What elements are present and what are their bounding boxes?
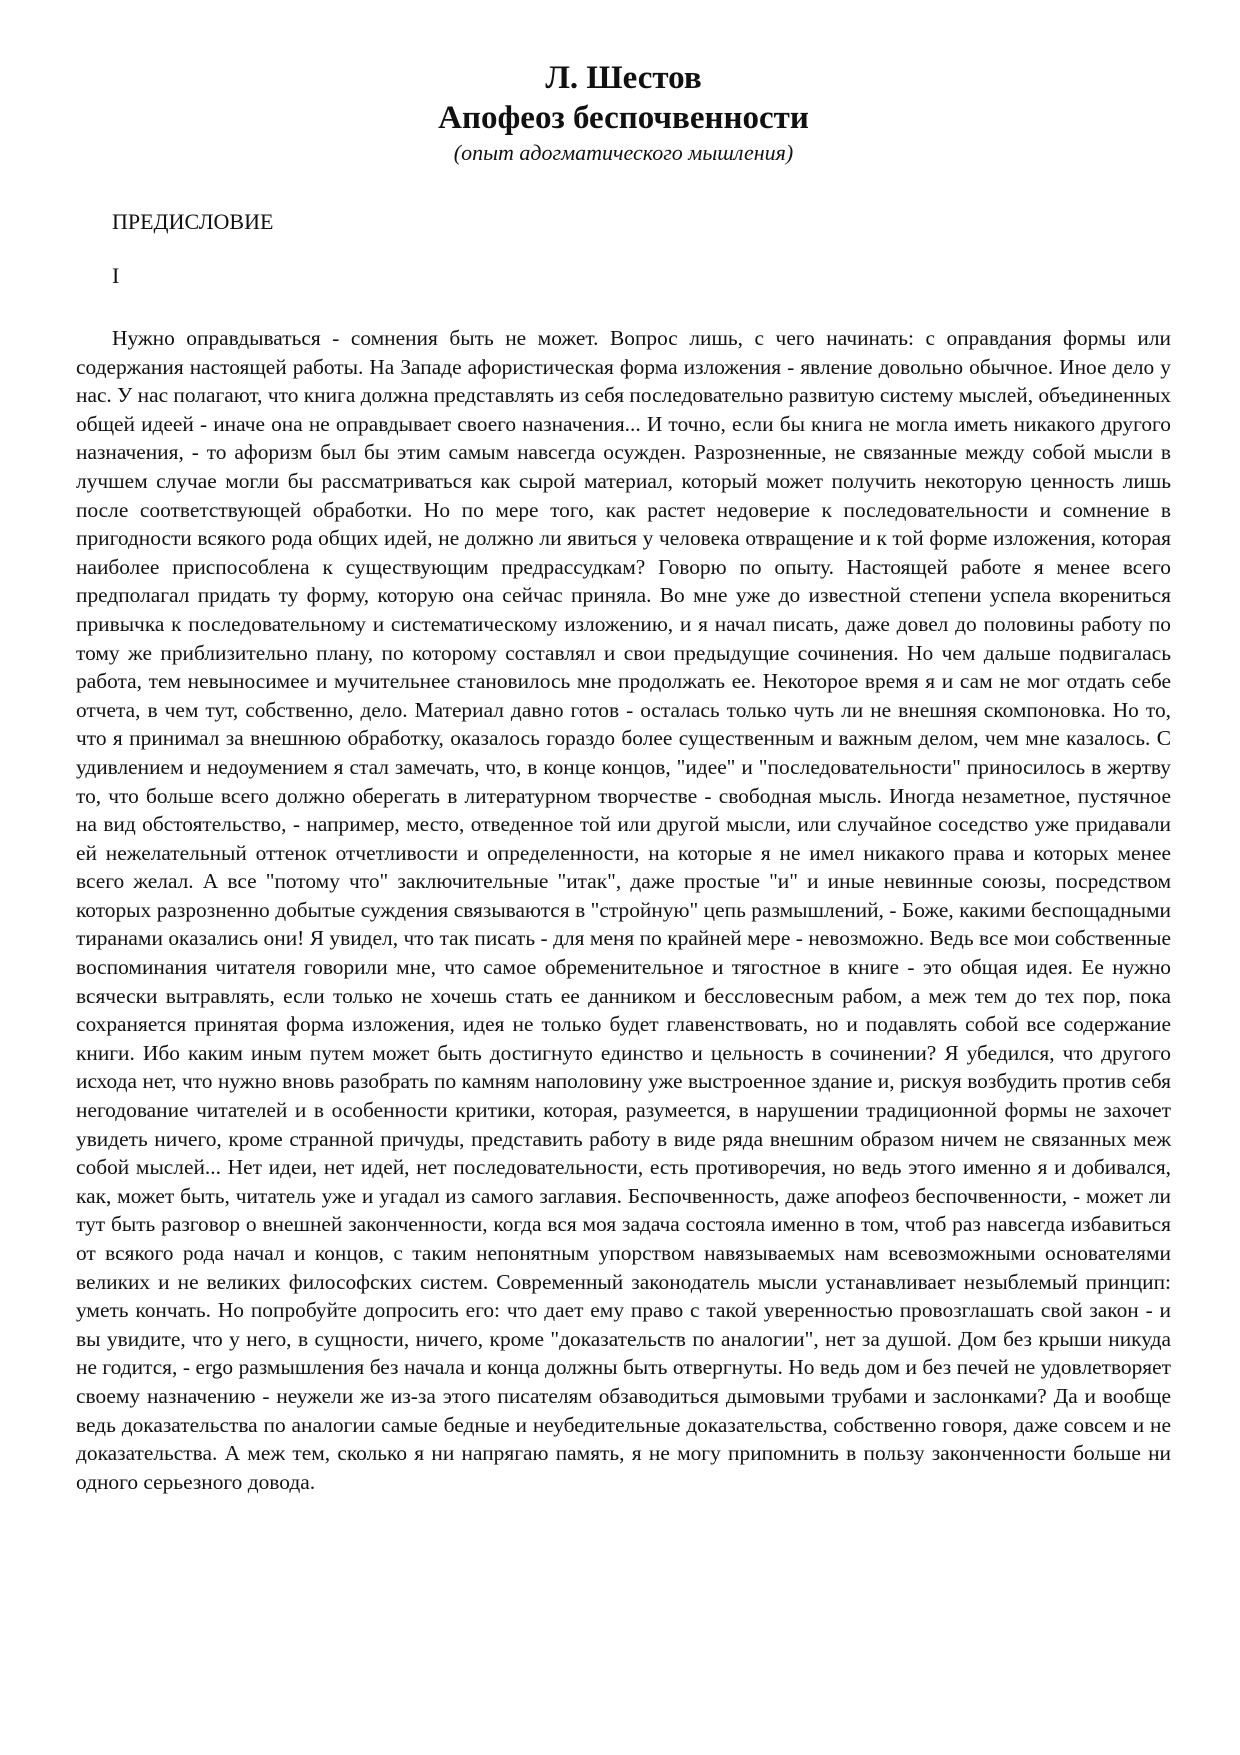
author-name: Л. Шестов (545, 60, 702, 96)
body-paragraph: Нужно оправдываться - сомнения быть не может. Вопрос лишь, с чего начинать: с оправдания формы или содержания настоящей работы. На Западе афористическая форма изложения - явление довольно обычное. Иное дело у нас. У нас полагают, что книга должна представлять из себя последовательно развитую систему мыслей, объединенных общей идеей - иначе она не оправдывает своего назначения... И точно, если бы книга не могла иметь никакого другого назначения, - то афоризм был бы этим самым навсегда осужден. Разрозненные, не связанные между собой мысли в лучшем случае могли бы рассматриваться как сырой материал, который может получить некоторую ценность лишь после соответствующей обработки. Но по мере того, как растет недоверие к последовательности и сомнение в пригодности всякого рода общих идей, не должно ли явиться у человека отвращение и к той форме изложения, которая наиболее приспособлена к существующим предрассудкам? Говорю по опыту. Настоящей работе я менее всего предполагал придать ту форму, которую она сейчас приняла. Во мне уже до известной степени успела вкорениться привычка к последовательному и систематическому изложению, и я начал писать, даже довел до половины работу по тому же приблизительно плану, по которому составлял и свои предыдущие сочинения. Но чем дальше подвигалась работа, тем невыносимее и мучительнее становилось мне продолжать ее. Некоторое время я и сам не мог отдать себе отчета, в чем тут, собственно, дело. Материал давно готов - осталась только чуть ли не внешняя скомпоновка. Но то, что я принимал за внешнюю обработку, оказалось гораздо более существенным и важным делом, чем мне казалось. С удивлением и недоумением я стал замечать, что, в конце концов, "идее" и "последовательности" приносилось в жертву то, что больше всего должно оберегать в литературном творчестве - свободная мысль. Иногда незаметное, пустячное на вид обстоятельство, - например, место, отведенное той или другой мысли, или случайное соседство уже придавали ей нежелательный оттенок отчетливости и определенности, на которые я не имел никакого права и которых менее всего желал. А все "потому что" заключительные "итак", даже простые "и" и иные невинные союзы, посредством которых разрозненно добытые суждения связываются в "стройную" цепь размышлений, - Боже, какими беспощадными тиранами оказались они! Я увидел, что так писать - для меня по крайней мере - невозможно. Ведь все мои собственные воспоминания читателя говорили мне, что самое обременительное и тягостное в книге - это общая идея. Ее нужно всячески вытравлять, если только не хочешь стать ее данником и бессловесным рабом, а меж тем до тех пор, пока сохраняется принятая форма изложения, идея не только будет главенствовать, но и подавлять собой все содержание книги. Ибо каким иным путем может быть достигнуто единство и цельность в сочинении? Я убедился, что другого исхода нет, что нужно вновь разобрать по камням наполовину уже выстроенное здание и, рискуя возбудить против себя негодование читателей и в особенности критики, которая, разумеется, в нарушении традиционной формы не захочет увидеть ничего, кроме странной причуды, представить работу в виде ряда внешним образом ничем не связанных меж собой мыслей... Нет идеи, нет идей, нет последовательности, есть противоречия, но ведь этого именно я и добивался, как, может быть, читатель уже и угадал из самого заглавия. Беспочвенность, даже апофеоз беспочвенности, - может ли тут быть разговор о внешней законченности, когда вся моя задача состояла именно в том, чтоб раз навсегда избавиться от всякого рода начал и концов, с таким непонятным упорством навязываемых нам всевозможными основателями великих и не великих философских систем. Современный законодатель мысли устанавливает незыблемый принцип: уметь кончать. Но попробуйте допросить его: что дает ему право с такой уверенностью провозглашать свой закон - и вы увидите, что у него, в сущности, ничего, кроме "доказательств по аналогии", нет за душой. Дом без крыши никуда не годится, - ergo размышления без начала и конца должны быть отвергнуты. Но ведь дом и без печей не удовлетворяет своему назначению - неужели же из-за этого писателям обзаводиться дымовыми трубами и заслонками? Да и вообще ведь доказательства по аналогии самые бедные и неубедительные доказательства, собственно говоря, даже совсем и не доказательства. А меж тем, сколько я ни напрягаю память, я не могу припомнить в пользу законченности больше ни одного серьезного довода. (76, 326, 1171, 1494)
work-subtitle: (опыт адогматического мышления) (453, 140, 794, 165)
title-block (76, 58, 1171, 168)
work-title: Апофеоз беспочвенности (438, 100, 809, 136)
chapter-number: I (112, 263, 120, 288)
document-page (76, 58, 1171, 1496)
section-heading: ПРЕДИСЛОВИЕ (112, 209, 274, 234)
